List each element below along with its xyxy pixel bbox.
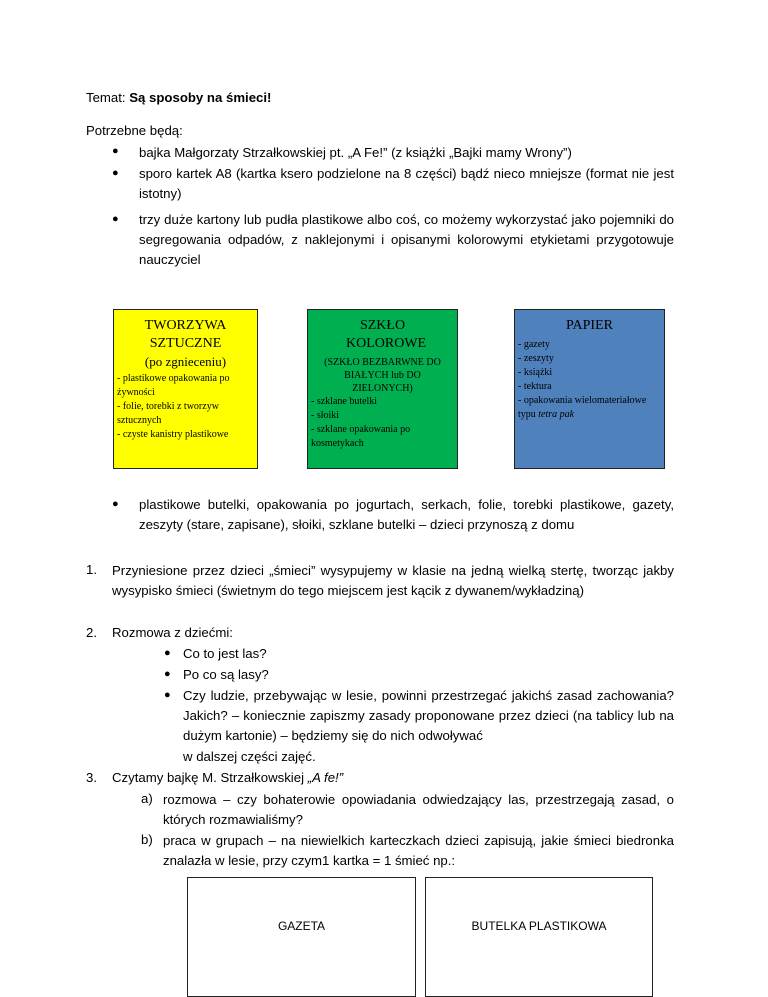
sub-a-text: rozmowa – czy bohaterowie opowiadania odwiedzający las, przestrzegają zasad, o których rozmawialiśmy? bbox=[163, 792, 674, 827]
question-1: Co to jest las? bbox=[183, 646, 267, 661]
bin-plastic-title: TWORZYWA SZTUCZNE bbox=[144, 318, 227, 351]
bullet-icon: ● bbox=[112, 213, 119, 225]
bin-plastic-items: - plastikowe opakowania po żywności - folie, torebki z tworzyw sztucznych - czyste kanistry plastikowe bbox=[117, 373, 230, 440]
bin-paper bbox=[514, 309, 665, 469]
bullet-icon: ● bbox=[164, 647, 171, 659]
card-gazeta-label: GAZETA bbox=[277, 919, 326, 933]
bullet-icon: ● bbox=[164, 689, 171, 701]
bin-paper-items-italic: tetra pak bbox=[538, 409, 575, 420]
bin-paper-items-text: - gazety - zeszyty - książki - tektura - opakowania wielomateriałowe typu bbox=[518, 339, 647, 420]
sub-b-text: praca w grupach – na niewielkich karteczkach dzieci zapisują, jakie śmieci biedronka znalazła w lesie, przy czym1 kartka = 1 śmieć np.: bbox=[163, 833, 674, 868]
bullet-icon: ● bbox=[164, 668, 171, 680]
question-2: Po co są lasy? bbox=[183, 667, 269, 682]
bullet-icon: ● bbox=[112, 145, 119, 157]
needed-item-2: sporo kartek A8 (kartka ksero podzielone na 8 części) bądź nieco mniejsze (format nie jest istotny) bbox=[139, 166, 674, 201]
bring-text: plastikowe butelki, opakowania po jogurtach, serkach, folie, torebki plastikowe, gazety, zeszyty (stare, zapisane), słoiki, szklane butelki – dzieci przynoszą z domu bbox=[139, 497, 674, 532]
step-3-number: 3. bbox=[86, 770, 97, 785]
step-2-text: Rozmowa z dziećmi: bbox=[112, 625, 233, 640]
card-butelka-label: BUTELKA PLASTIKOWA bbox=[471, 919, 607, 933]
needed-heading: Potrzebne będą: bbox=[86, 123, 183, 138]
topic-title: Są sposoby na śmieci! bbox=[129, 90, 272, 105]
story-title: „A fe!” bbox=[307, 770, 344, 785]
bin-paper-title: PAPIER bbox=[566, 318, 613, 333]
bin-glass bbox=[307, 309, 458, 469]
step-3-line bbox=[112, 769, 343, 787]
step-1-number: 1. bbox=[86, 562, 97, 577]
bullet-icon: ● bbox=[112, 498, 119, 510]
bin-glass-subtitle: (SZKŁO BEZBARWNE DO BIAŁYCH lub DO ZIELONYCH) bbox=[324, 357, 441, 394]
bullet-icon: ● bbox=[112, 167, 119, 179]
needed-item-3: trzy duże kartony lub pudła plastikowe albo coś, co możemy wykorzystać jako pojemniki do segregowania odpadów, z naklejonymi i opisanymi kolorowymi etykietami przygotowuje nauczyciel bbox=[139, 212, 674, 267]
step-1-text: Przyniesione przez dzieci „śmieci” wysypujemy w klasie na jedną wielką stertę, tworząc jakby wysypisko śmieci (świetnym do tego miejscem jest kącik z dywanem/wykładziną) bbox=[112, 563, 674, 598]
bin-plastic-subtitle: (po zgnieceniu) bbox=[144, 354, 227, 369]
bin-glass-title: SZKŁO KOLOROWE bbox=[346, 318, 427, 351]
topic-prefix: Temat: bbox=[86, 90, 130, 105]
bin-paper-items bbox=[515, 338, 664, 422]
question-3: Czy ludzie, przebywając w lesie, powinni przestrzegać jakichś zasad zachowania? Jakich? – koniecznie zapiszmy zasady proponowane przez dzieci (na tablicy lub na dużym kartonie) – będziemy się do nich odwoływać bbox=[183, 688, 674, 743]
needed-item-1: bajka Małgorzaty Strzałkowskiej pt. „A Fe!” (z książki „Bajki mamy Wrony”) bbox=[139, 145, 572, 160]
sub-a-number: a) bbox=[141, 791, 153, 806]
bin-glass-items: - szklane butelki - słoiki - szklane opakowania po kosmetykach bbox=[311, 396, 411, 449]
topic-line bbox=[86, 89, 271, 107]
bin-plastic bbox=[113, 309, 258, 469]
step-3-text: Czytamy bajkę M. Strzałkowskiej bbox=[112, 770, 308, 785]
card-gazeta bbox=[187, 877, 416, 997]
sub-b-number: b) bbox=[141, 832, 153, 847]
question-3-tail: w dalszej części zajęć. bbox=[183, 749, 316, 764]
card-butelka bbox=[425, 877, 653, 997]
step-2-number: 2. bbox=[86, 625, 97, 640]
